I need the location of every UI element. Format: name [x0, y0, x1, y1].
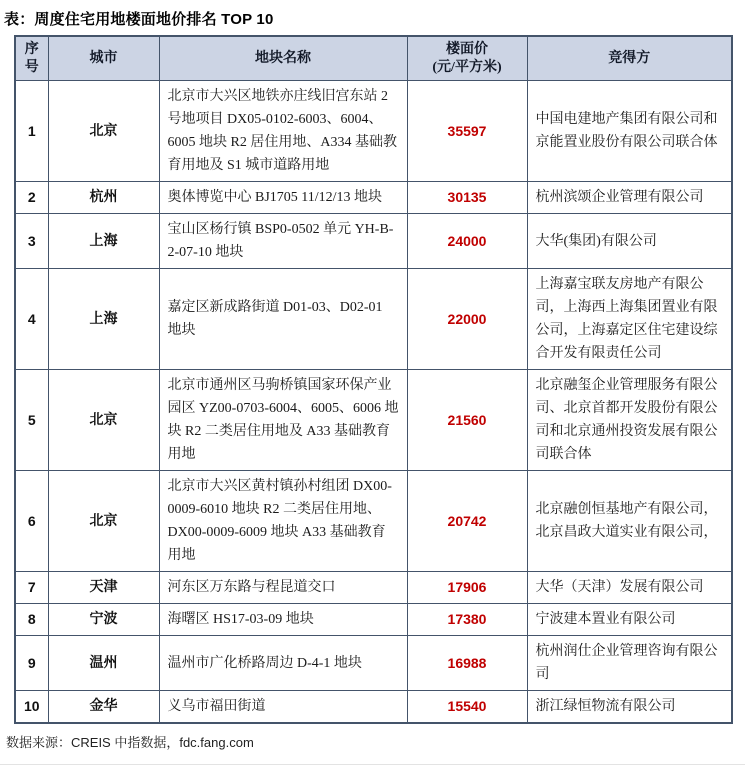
floor-price-cell: 20742: [407, 471, 527, 572]
col-header-plot: 地块名称: [159, 36, 407, 81]
rank-cell: 8: [15, 604, 48, 636]
plot-name-cell: 北京市大兴区黄村镇孙村组团 DX00-0009-6010 地块 R2 二类居住用地、DX00-0009-6009 地块 A33 基础教育用地: [159, 471, 407, 572]
bidder-cell: 杭州润仕企业管理咨询有限公司: [527, 636, 732, 691]
bidder-cell: 宁波建本置业有限公司: [527, 604, 732, 636]
table-row: [15, 182, 732, 214]
plot-name-cell: 嘉定区新成路街道 D01-03、D02-01 地块: [159, 269, 407, 370]
plot-name-cell: 宝山区杨行镇 BSP0-0502 单元 YH-B-2-07-10 地块: [159, 214, 407, 269]
rank-cell: 3: [15, 214, 48, 269]
table-row: [15, 636, 732, 691]
table-title: 表：周度住宅用地楼面地价排名 TOP 10: [4, 11, 274, 28]
table-row: [15, 214, 732, 269]
plot-name-cell: 北京市通州区马驹桥镇国家环保产业园区 YZ00-0703-6004、6005、6006 地块 R2 二类居住用地及 A33 基础教育用地: [159, 370, 407, 471]
city-cell: 北京: [48, 471, 159, 572]
col-header-rank: 序号: [15, 36, 48, 81]
bidder-cell: 北京融创恒基地产有限公司，北京昌政大道实业有限公司，: [527, 471, 732, 572]
col-header-city: 城市: [48, 36, 159, 81]
city-cell: 金华: [48, 691, 159, 724]
col-header-price: [407, 36, 527, 81]
table-header-row: [15, 36, 732, 81]
city-cell: 上海: [48, 214, 159, 269]
table-row: [15, 269, 732, 370]
floor-price-cell: 35597: [407, 81, 527, 182]
rank-cell: 6: [15, 471, 48, 572]
data-source: [0, 724, 745, 757]
rank-cell: 7: [15, 572, 48, 604]
rank-cell: 9: [15, 636, 48, 691]
data-source-text: 数据来源：CREIS 中指数据，fdc.fang.com: [6, 735, 254, 750]
table-row: [15, 81, 732, 182]
col-header-bidder: 竞得方: [527, 36, 732, 81]
floor-price-cell: 16988: [407, 636, 527, 691]
city-cell: 天津: [48, 572, 159, 604]
plot-name-cell: 海曙区 HS17-03-09 地块: [159, 604, 407, 636]
bidder-cell: 大华（天津）发展有限公司: [527, 572, 732, 604]
land-price-ranking-table: [14, 35, 733, 724]
floor-price-cell: 30135: [407, 182, 527, 214]
city-cell: 北京: [48, 370, 159, 471]
floor-price-cell: 15540: [407, 691, 527, 724]
floor-price-cell: 24000: [407, 214, 527, 269]
bidder-cell: 杭州滨颂企业管理有限公司: [527, 182, 732, 214]
col-header-price-line1: 楼面价: [446, 42, 488, 57]
rank-cell: 2: [15, 182, 48, 214]
table-row: [15, 691, 732, 724]
plot-name-cell: 奥体博览中心 BJ1705 11/12/13 地块: [159, 182, 407, 214]
plot-name-cell: 义乌市福田街道: [159, 691, 407, 724]
city-cell: 温州: [48, 636, 159, 691]
bidder-cell: 浙江绿恒物流有限公司: [527, 691, 732, 724]
rank-cell: 1: [15, 81, 48, 182]
bidder-cell: 北京融玺企业管理服务有限公司、北京首都开发股份有限公司和北京通州投资发展有限公司联合体: [527, 370, 732, 471]
plot-name-cell: 温州市广化桥路周边 D-4-1 地块: [159, 636, 407, 691]
bidder-cell: 中国电建地产集团有限公司和京能置业股份有限公司联合体: [527, 81, 732, 182]
table-row: [15, 572, 732, 604]
floor-price-cell: 17380: [407, 604, 527, 636]
table-body: [15, 81, 732, 724]
floor-price-cell: 22000: [407, 269, 527, 370]
plot-name-cell: 河东区万东路与程昆道交口: [159, 572, 407, 604]
table-row: [15, 370, 732, 471]
rank-cell: 10: [15, 691, 48, 724]
city-cell: 北京: [48, 81, 159, 182]
rank-cell: 5: [15, 370, 48, 471]
bidder-cell: 大华(集团)有限公司: [527, 214, 732, 269]
page-bottom-divider: [0, 764, 745, 765]
col-header-price-line2: (元/平方米): [432, 59, 502, 75]
rank-cell: 4: [15, 269, 48, 370]
bidder-cell: 上海嘉宝联友房地产有限公司，上海西上海集团置业有限公司，上海嘉定区住宅建设综合开发有限责任公司: [527, 269, 732, 370]
city-cell: 宁波: [48, 604, 159, 636]
table-row: [15, 604, 732, 636]
plot-name-cell: 北京市大兴区地铁亦庄线旧宫东站 2 号地项目 DX05-0102-6003、6004、6005 地块 R2 居住用地、A334 基础教育用地及 S1 城市道路用地: [159, 81, 407, 182]
table-row: [15, 471, 732, 572]
city-cell: 杭州: [48, 182, 159, 214]
floor-price-cell: 21560: [407, 370, 527, 471]
floor-price-cell: 17906: [407, 572, 527, 604]
city-cell: 上海: [48, 269, 159, 370]
